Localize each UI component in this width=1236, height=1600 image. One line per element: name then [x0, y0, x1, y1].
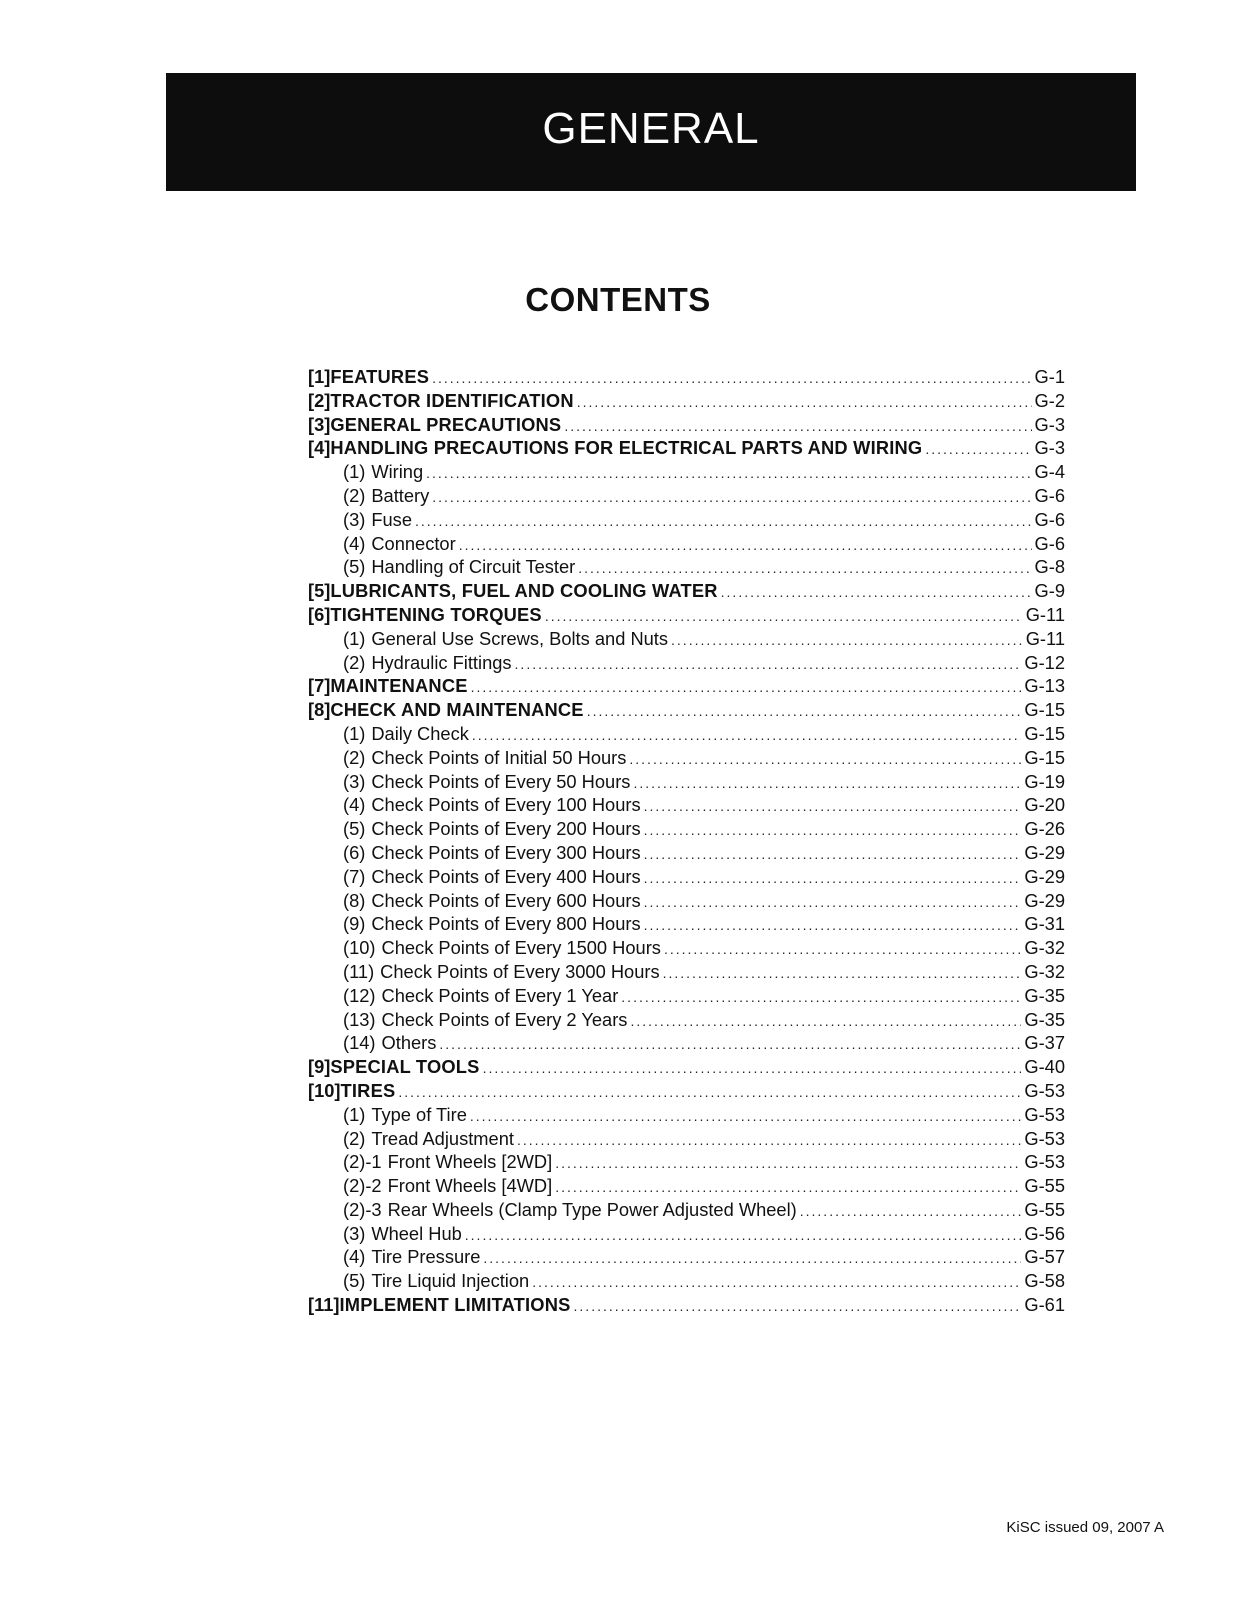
toc-entry[interactable] [308, 960, 1065, 984]
dot-leader [439, 1033, 1021, 1057]
toc-entry-page: G-35 [1024, 984, 1065, 1006]
toc-entry-page: G-15 [1024, 722, 1065, 744]
toc-entry-number: (5) [343, 556, 366, 578]
toc-entry[interactable] [308, 1031, 1065, 1055]
dot-leader [432, 367, 1031, 391]
dot-leader [644, 795, 1022, 819]
toc-entry-page: G-55 [1024, 1198, 1065, 1220]
toc-entry-title: Fuse [371, 508, 412, 530]
toc-entry-number: (2)-1 [343, 1151, 382, 1173]
dot-leader [644, 819, 1022, 843]
toc-entry-page: G-11 [1025, 603, 1065, 625]
table-of-contents [308, 365, 1065, 1317]
toc-entry[interactable] [308, 841, 1065, 865]
toc-entry-page: G-29 [1024, 841, 1065, 863]
toc-entry-page: G-53 [1024, 1127, 1065, 1149]
toc-entry-page: G-26 [1024, 818, 1065, 840]
dot-leader [483, 1057, 1022, 1081]
toc-entry-number: (5) [343, 818, 366, 840]
toc-entry-title: Tread Adjustment [371, 1127, 514, 1149]
toc-entry-title: TIGHTENING TORQUES [330, 603, 542, 625]
toc-entry[interactable] [308, 1103, 1065, 1127]
toc-entry-title: Check Points of Every 800 Hours [371, 913, 641, 935]
toc-entry-title: LUBRICANTS, FUEL AND COOLING WATER [330, 580, 718, 602]
toc-entry-number: (4) [343, 532, 366, 554]
dot-leader [633, 772, 1021, 796]
toc-entry-title: Check Points of Every 200 Hours [371, 818, 641, 840]
dot-leader [465, 1224, 1022, 1248]
toc-entry[interactable] [308, 793, 1065, 817]
toc-entry-page: G-57 [1024, 1246, 1065, 1268]
toc-entry-title: Connector [371, 532, 456, 554]
toc-entry-title: HANDLING PRECAUTIONS FOR ELECTRICAL PARTS AND WIRING [330, 437, 923, 459]
section-banner [166, 73, 1136, 191]
dot-leader [415, 510, 1032, 534]
toc-entry-title: Hydraulic Fittings [371, 651, 512, 673]
dot-leader [587, 700, 1022, 724]
dot-leader [532, 1271, 1021, 1295]
toc-entry-number: (3) [343, 508, 366, 530]
toc-entry[interactable] [308, 413, 1065, 437]
toc-entry[interactable] [308, 674, 1065, 698]
toc-entry[interactable] [308, 889, 1065, 913]
dot-leader [470, 1105, 1021, 1129]
toc-entry-title: Tire Liquid Injection [371, 1270, 530, 1292]
toc-entry-title: Check Points of Every 600 Hours [371, 889, 641, 911]
dot-leader [644, 891, 1022, 915]
dot-leader [644, 843, 1022, 867]
toc-entry-number: (2) [343, 651, 366, 673]
toc-entry-page: G-6 [1034, 508, 1065, 530]
toc-entry-page: G-13 [1024, 675, 1065, 697]
toc-entry-title: Wheel Hub [371, 1222, 462, 1244]
toc-entry-number: [5] [308, 580, 331, 602]
toc-entry-title: SPECIAL TOOLS [330, 1056, 480, 1078]
dot-leader [578, 557, 1031, 581]
toc-entry-number: (1) [343, 627, 366, 649]
toc-entry-title: Tire Pressure [371, 1246, 481, 1268]
toc-entry-page: G-3 [1034, 437, 1065, 459]
toc-entry[interactable] [308, 1293, 1065, 1317]
toc-entry-title: TIRES [340, 1079, 396, 1101]
toc-entry[interactable] [308, 1055, 1065, 1079]
dot-leader [644, 867, 1022, 891]
toc-entry[interactable] [308, 984, 1065, 1008]
toc-entry-number: (3) [343, 770, 366, 792]
toc-entry[interactable] [308, 651, 1065, 675]
toc-entry-page: G-19 [1024, 770, 1065, 792]
toc-entry-number: [3] [308, 413, 331, 435]
dot-leader [721, 581, 1032, 605]
toc-entry-number: (9) [343, 913, 366, 935]
toc-entry-title: Rear Wheels (Clamp Type Power Adjusted Wheel) [387, 1198, 797, 1220]
toc-entry-title: Front Wheels [4WD] [387, 1175, 553, 1197]
dot-leader [574, 1295, 1022, 1319]
toc-entry-title: Others [381, 1032, 437, 1054]
contents-heading: CONTENTS [525, 281, 711, 318]
toc-entry-number: [9] [308, 1056, 331, 1078]
toc-entry[interactable] [308, 1174, 1065, 1198]
toc-entry-title: CHECK AND MAINTENANCE [330, 699, 584, 721]
toc-entry[interactable] [308, 579, 1065, 603]
toc-entry-page: G-31 [1024, 913, 1065, 935]
toc-entry[interactable] [308, 555, 1065, 579]
toc-entry-page: G-29 [1024, 889, 1065, 911]
toc-entry-page: G-56 [1024, 1222, 1065, 1244]
toc-entry-page: G-15 [1024, 746, 1065, 768]
toc-entry-page: G-3 [1034, 413, 1065, 435]
toc-entry-title: Front Wheels [2WD] [387, 1151, 553, 1173]
dot-leader [630, 1010, 1021, 1034]
toc-entry[interactable] [308, 936, 1065, 960]
toc-entry[interactable] [308, 865, 1065, 889]
toc-entry-number: (2)-3 [343, 1198, 382, 1220]
toc-entry-title: General Use Screws, Bolts and Nuts [371, 627, 669, 649]
toc-entry-number: (14) [343, 1032, 376, 1054]
toc-entry-title: Check Points of Every 1 Year [381, 984, 619, 1006]
dot-leader [459, 534, 1032, 558]
toc-entry-page: G-29 [1024, 865, 1065, 887]
toc-entry-number: (1) [343, 461, 366, 483]
toc-entry-page: G-61 [1024, 1294, 1065, 1316]
toc-entry[interactable] [308, 603, 1065, 627]
dot-leader [555, 1176, 1021, 1200]
toc-entry-page: G-40 [1024, 1056, 1065, 1078]
toc-entry-page: G-53 [1024, 1079, 1065, 1101]
toc-entry-title: FEATURES [330, 366, 430, 387]
toc-entry-page: G-32 [1024, 960, 1065, 982]
toc-entry-number: (4) [343, 794, 366, 816]
dot-leader [472, 724, 1021, 748]
toc-entry[interactable] [308, 746, 1065, 770]
toc-entry[interactable] [308, 1008, 1065, 1032]
dot-leader [577, 391, 1032, 415]
toc-entry-title: Check Points of Every 100 Hours [371, 794, 641, 816]
toc-entry-number: [2] [308, 389, 331, 411]
toc-entry-title: GENERAL PRECAUTIONS [330, 413, 562, 435]
toc-entry-number: [1] [308, 366, 331, 387]
toc-entry[interactable] [308, 1198, 1065, 1222]
toc-entry[interactable] [308, 460, 1065, 484]
toc-entry-page: G-4 [1034, 461, 1065, 483]
dot-leader [426, 462, 1031, 486]
dot-leader [432, 486, 1031, 510]
dot-leader [629, 748, 1021, 772]
toc-entry-number: (2) [343, 1127, 366, 1149]
toc-entry-page: G-15 [1024, 699, 1065, 721]
toc-entry[interactable] [308, 722, 1065, 746]
toc-entry-number: (12) [343, 984, 376, 1006]
toc-entry-page: G-8 [1034, 556, 1065, 578]
toc-entry-page: G-6 [1034, 484, 1065, 506]
toc-entry-page: G-12 [1024, 651, 1065, 673]
toc-entry-title: Check Points of Every 300 Hours [371, 841, 641, 863]
toc-entry-number: [10] [308, 1079, 341, 1101]
toc-entry[interactable] [308, 1245, 1065, 1269]
toc-entry-title: Check Points of Every 50 Hours [371, 770, 631, 792]
toc-entry[interactable] [308, 1079, 1065, 1103]
toc-entry-page: G-58 [1024, 1270, 1065, 1292]
toc-entry-page: G-35 [1024, 1008, 1065, 1030]
dot-leader [664, 938, 1021, 962]
toc-entry-title: Check Points of Every 400 Hours [371, 865, 641, 887]
toc-entry[interactable] [308, 817, 1065, 841]
toc-entry-page: G-53 [1024, 1151, 1065, 1173]
toc-entry-title: Wiring [371, 461, 424, 483]
toc-entry-number: (11) [343, 960, 375, 982]
dot-leader [555, 1152, 1021, 1176]
toc-entry-number: [11] [308, 1294, 340, 1316]
toc-entry[interactable] [308, 1127, 1065, 1151]
toc-entry-number: (3) [343, 1222, 366, 1244]
toc-entry[interactable] [308, 912, 1065, 936]
toc-entry-page: G-9 [1034, 580, 1065, 602]
toc-entry[interactable] [308, 365, 1065, 389]
dot-leader [398, 1081, 1021, 1105]
toc-entry[interactable] [308, 770, 1065, 794]
toc-entry[interactable] [308, 532, 1065, 556]
dot-leader [564, 415, 1031, 439]
toc-entry-title: Check Points of Initial 50 Hours [371, 746, 627, 768]
toc-entry-number: (2)-2 [343, 1175, 382, 1197]
toc-entry-number: (8) [343, 889, 366, 911]
dot-leader [663, 962, 1022, 986]
dot-leader [800, 1200, 1022, 1224]
toc-entry-title: Check Points of Every 2 Years [381, 1008, 628, 1030]
dot-leader [483, 1247, 1021, 1271]
toc-entry-page: G-37 [1024, 1032, 1065, 1054]
toc-entry-title: Handling of Circuit Tester [371, 556, 576, 578]
dot-leader [545, 605, 1023, 629]
toc-entry-number: [7] [308, 675, 331, 697]
toc-entry-number: (2) [343, 746, 366, 768]
toc-entry-number: (4) [343, 1246, 366, 1268]
toc-entry-number: (5) [343, 1270, 366, 1292]
toc-entry-page: G-20 [1024, 794, 1065, 816]
toc-entry-number: (13) [343, 1008, 376, 1030]
toc-entry-number: [6] [308, 603, 331, 625]
toc-entry[interactable] [308, 698, 1065, 722]
toc-entry[interactable] [308, 484, 1065, 508]
toc-entry[interactable] [308, 1222, 1065, 1246]
dot-leader [671, 629, 1023, 653]
issue-footer: KiSC issued 09, 2007 A [1006, 1519, 1164, 1536]
toc-entry-number: (1) [343, 722, 366, 744]
toc-entry-title: MAINTENANCE [330, 675, 468, 697]
toc-entry-page: G-1 [1034, 366, 1065, 387]
toc-entry-number: (7) [343, 865, 366, 887]
toc-entry-title: TRACTOR IDENTIFICATION [330, 389, 574, 411]
toc-entry[interactable] [308, 627, 1065, 651]
toc-entry-page: G-55 [1024, 1175, 1065, 1197]
toc-entry[interactable] [308, 436, 1065, 460]
toc-entry-number: [4] [308, 437, 331, 459]
dot-leader [471, 676, 1022, 700]
dot-leader [621, 986, 1021, 1010]
toc-entry-page: G-11 [1025, 627, 1065, 649]
toc-entry-number: (10) [343, 937, 376, 959]
dot-leader [515, 653, 1022, 677]
toc-entry[interactable] [308, 389, 1065, 413]
toc-entry[interactable] [308, 508, 1065, 532]
toc-entry-page: G-53 [1024, 1103, 1065, 1125]
toc-entry-title: Check Points of Every 3000 Hours [380, 960, 660, 982]
toc-entry-number: [8] [308, 699, 331, 721]
toc-entry-page: G-6 [1034, 532, 1065, 554]
toc-entry[interactable] [308, 1150, 1065, 1174]
dot-leader [925, 438, 1031, 462]
toc-entry-title: Battery [371, 484, 430, 506]
toc-entry-page: G-32 [1024, 937, 1065, 959]
toc-entry-title: IMPLEMENT LIMITATIONS [339, 1294, 571, 1316]
section-title: GENERAL [542, 104, 760, 153]
dot-leader [517, 1129, 1021, 1153]
toc-entry-page: G-2 [1034, 389, 1065, 411]
toc-entry-title: Daily Check [371, 722, 469, 744]
toc-entry[interactable] [308, 1269, 1065, 1293]
toc-entry-number: (1) [343, 1103, 366, 1125]
toc-entry-number: (2) [343, 484, 366, 506]
toc-entry-title: Check Points of Every 1500 Hours [381, 937, 661, 959]
toc-entry-number: (6) [343, 841, 366, 863]
dot-leader [644, 914, 1022, 938]
toc-entry-title: Type of Tire [371, 1103, 467, 1125]
